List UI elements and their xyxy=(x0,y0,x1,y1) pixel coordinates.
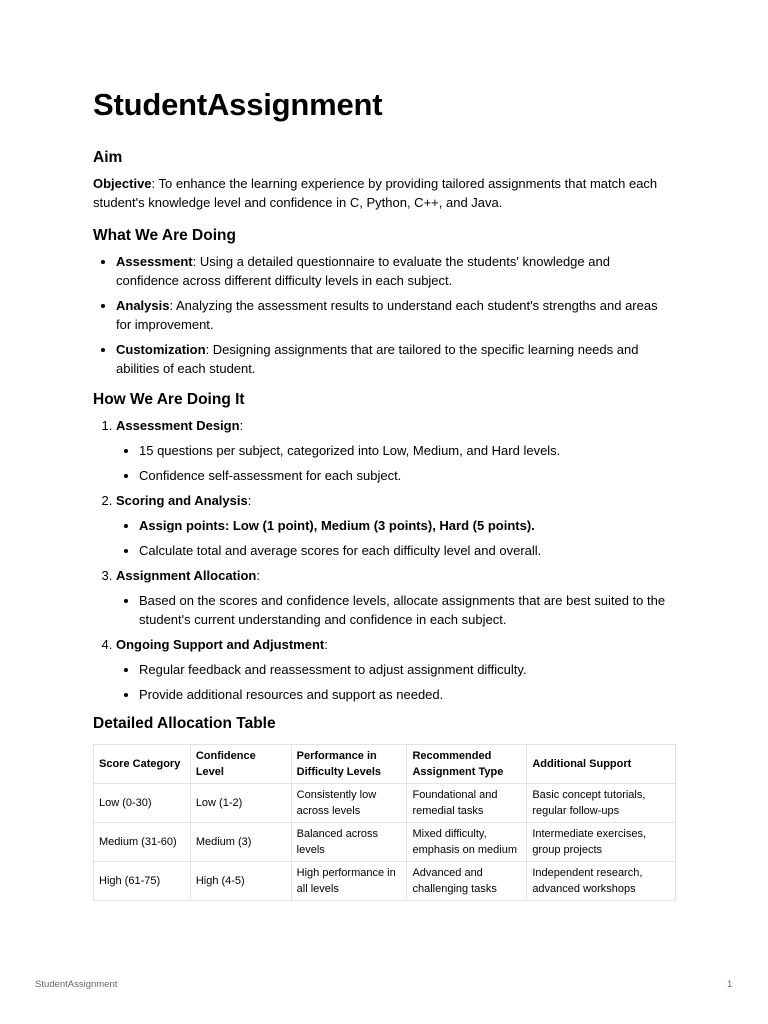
allocation-table xyxy=(93,744,676,901)
list-item-label: Analysis xyxy=(116,298,170,313)
step-item xyxy=(116,416,676,485)
table-row xyxy=(94,784,676,823)
list-item-text: : Analyzing the assessment results to understand each student's strengths and areas for improvement. xyxy=(116,298,658,332)
step-subitems xyxy=(116,516,676,560)
step-item xyxy=(116,491,676,560)
table-cell: Medium (31-60) xyxy=(94,823,191,862)
table-header-row xyxy=(94,745,676,784)
table-cell: Consistently low across levels xyxy=(291,784,407,823)
list-item xyxy=(116,340,676,378)
list-item xyxy=(116,296,676,334)
subitem: • Regular feedback and reassessment to adjust assignment difficulty. xyxy=(139,660,676,679)
table-cell: High (61-75) xyxy=(94,862,191,901)
subitem: • Based on the scores and confidence levels, allocate assignments that are best suited to the student's current understanding and confidence in each subject. xyxy=(139,591,676,629)
aim-heading: Aim xyxy=(93,149,123,166)
step-label: Assignment Allocation xyxy=(116,568,257,583)
list-item-label: Customization xyxy=(116,342,206,357)
subitem: • Calculate total and average scores for each difficulty level and overall. xyxy=(139,541,676,560)
table-cell: Medium (3) xyxy=(190,823,291,862)
step-subitems xyxy=(116,441,676,485)
objective-paragraph xyxy=(93,174,676,212)
footer-page-number: 1 xyxy=(727,979,733,990)
step-colon: : xyxy=(247,493,252,508)
table-cell: Mixed difficulty, emphasis on medium xyxy=(407,823,527,862)
objective-text: : To enhance the learning experience by providing tailored assignments that match each student's knowledge level and confidence in C, Python, C++, and Java. xyxy=(93,176,658,210)
table-row xyxy=(94,823,676,862)
table-cell: Advanced and challenging tasks xyxy=(407,862,527,901)
step-colon: : xyxy=(256,568,260,583)
step-subitems xyxy=(116,660,676,704)
document-page xyxy=(93,84,676,901)
step-subitems xyxy=(116,591,676,629)
step-label: Scoring and Analysis xyxy=(116,493,248,508)
allocation-table-heading: Detailed Allocation Table xyxy=(93,715,276,732)
subitem: • Confidence self-assessment for each subject. xyxy=(139,466,676,485)
table-cell: Low (1-2) xyxy=(190,784,291,823)
subitem-bold-text: Assign points: Low (1 point), Medium (3 points), Hard (5 points). xyxy=(139,518,535,533)
table-cell: Foundational and remedial tasks xyxy=(407,784,527,823)
table-cell: Independent research, advanced workshops xyxy=(527,862,676,901)
what-we-are-doing-list xyxy=(93,252,676,378)
subitem: • 15 questions per subject, categorized into Low, Medium, and Hard levels. xyxy=(139,441,676,460)
objective-label: Objective xyxy=(93,176,152,191)
step-label: Ongoing Support and Adjustment xyxy=(116,637,325,652)
step-colon: : xyxy=(324,637,328,652)
table-cell: High performance in all levels xyxy=(291,862,407,901)
table-row xyxy=(94,862,676,901)
table-cell: Intermediate exercises, group projects xyxy=(527,823,676,862)
table-cell: Low (0-30) xyxy=(94,784,191,823)
step-item xyxy=(116,635,676,704)
table-cell: Balanced across levels xyxy=(291,823,407,862)
page-title: StudentAssignment xyxy=(93,87,383,122)
table-cell: Basic concept tutorials, regular follow-ups xyxy=(527,784,676,823)
how-we-are-doing-it-heading: How We Are Doing It xyxy=(93,391,245,408)
what-we-are-doing-heading: What We Are Doing xyxy=(93,227,236,244)
step-item xyxy=(116,566,676,629)
step-label: Assessment Design xyxy=(116,418,240,433)
subitem xyxy=(139,516,676,535)
list-item-text: : Using a detailed questionnaire to evaluate the students' knowledge and confidence across different difficulty levels in each subject. xyxy=(116,254,610,288)
column-header: Score Category xyxy=(94,745,191,784)
list-item-label: Assessment xyxy=(116,254,193,269)
list-item-text: : Designing assignments that are tailored to the specific learning needs and abilities of each student. xyxy=(116,342,639,376)
how-we-are-doing-it-list xyxy=(93,416,676,704)
step-colon: : xyxy=(239,418,244,433)
footer-document-title: StudentAssignment xyxy=(35,979,118,990)
column-header: Performance in Difficulty Levels xyxy=(291,745,407,784)
column-header: Recommended Assignment Type xyxy=(407,745,527,784)
subitem: • Provide additional resources and support as needed. xyxy=(139,685,676,704)
table-cell: High (4-5) xyxy=(190,862,291,901)
column-header: Confidence Level xyxy=(190,745,291,784)
column-header: Additional Support xyxy=(527,745,676,784)
list-item xyxy=(116,252,676,290)
